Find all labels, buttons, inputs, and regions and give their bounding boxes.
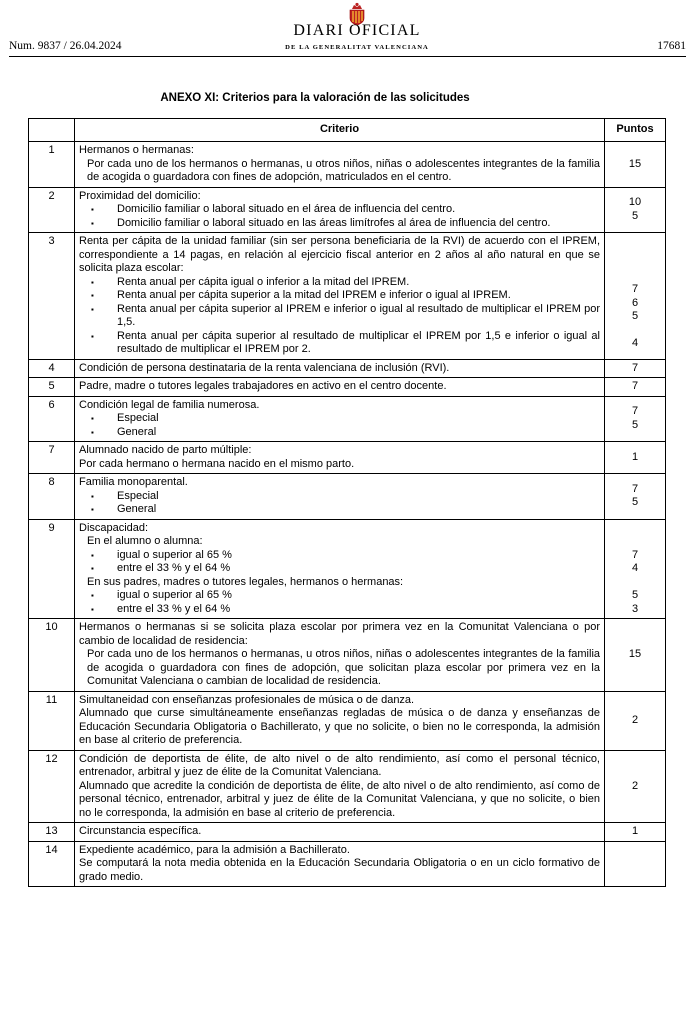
bullet-text: Domicilio familiar o laboral situado en las áreas limítrofes al área de influencia del centro.: [117, 216, 551, 229]
header-number-cell: [29, 119, 75, 142]
bullet-text: Domicilio familiar o laboral situado en el área de influencia del centro.: [117, 203, 456, 215]
puntos-cell: [605, 359, 666, 378]
puntos-value: 3: [631, 602, 639, 615]
puntos-cell: [605, 233, 666, 360]
row-number: 2: [29, 187, 75, 233]
row-number: 5: [29, 378, 75, 397]
journal-logo: [272, 0, 442, 56]
bullet-text: Renta anual per cápita superior al resultado de multiplicar el IPREM por 1,5 e inferior o igual al resultado de multiplicar el IPREM por 2.: [117, 329, 600, 355]
bullet-square-icon: ▪: [91, 564, 94, 573]
puntos-value: 7: [631, 405, 639, 418]
criterio-bullet: [79, 603, 600, 617]
criterio-bullet: [79, 412, 600, 426]
row-number: 1: [29, 142, 75, 188]
criterio-bullet: [79, 276, 600, 290]
criterio-text: Por cada hermano o hermana nacido en el mismo parto.: [79, 457, 355, 470]
bullet-square-icon: ▪: [91, 591, 94, 600]
criterio-bullet: [79, 330, 600, 357]
puntos-cell: [605, 187, 666, 233]
criterio-cell: [75, 378, 605, 397]
puntos-value: 7: [631, 482, 639, 495]
bullet-text: Renta anual per cápita igual o inferior a la mitad del IPREM.: [117, 275, 410, 288]
bullet-square-icon: ▪: [91, 331, 94, 341]
criterio-cell: [75, 474, 605, 520]
criterio-text: Proximidad del domicilio:: [79, 189, 201, 202]
criterio-bullet: [79, 426, 600, 440]
puntos-cell: [605, 750, 666, 823]
bullet-square-icon: ▪: [91, 491, 94, 501]
bullet-square-icon: ▪: [91, 427, 94, 437]
bullet-square-icon: ▪: [91, 218, 94, 228]
puntos-value: 1: [631, 450, 639, 463]
puntos-cell: [605, 142, 666, 188]
header-divider: [9, 56, 686, 57]
row-number: 8: [29, 474, 75, 520]
row-number: 13: [29, 823, 75, 842]
annex-title: ANEXO XI: Criterios para la valoración de las solicitudes: [160, 92, 470, 104]
table-row: [29, 823, 666, 842]
row-number: 7: [29, 442, 75, 474]
puntos-value: 10: [628, 196, 642, 209]
criterio-bullet: [79, 562, 600, 576]
puntos-value: 15: [628, 157, 642, 170]
table-row: [29, 519, 666, 619]
puntos-cell: [605, 691, 666, 750]
table-row: [29, 378, 666, 397]
criterio-bullet: [79, 589, 600, 603]
criterio-text: Condición legal de familia numerosa.: [79, 398, 260, 411]
puntos-value: 7: [631, 283, 639, 296]
criterio-bullet: [79, 289, 600, 303]
criterio-text: Condición de deportista de élite, de alto nivel o de alto rendimiento, así como el personal técnico, entrenador, arbitral y juez de élite de la Comunitat Valenciana.: [79, 752, 600, 778]
table-row: [29, 396, 666, 442]
table-row: [29, 691, 666, 750]
criterio-text: Padre, madre o tutores legales trabajadores en activo en el centro docente.: [79, 380, 447, 392]
table-row: [29, 442, 666, 474]
bullet-text: Especial: [117, 412, 159, 424]
criterio-text: Por cada uno de los hermanos o hermanas, u otros niños, niñas o adolescentes integrantes de la familia de acogida o guardadora con fines de adopción, matriculados en el centro.: [87, 157, 600, 183]
puntos-value: 2: [631, 779, 639, 792]
puntos-cell: [605, 823, 666, 842]
bullet-text: igual o superior al 65 %: [117, 589, 232, 601]
bullet-text: Especial: [117, 489, 159, 502]
criterio-text: Circunstancia específica.: [79, 825, 202, 837]
bullet-text: entre el 33 % y el 64 %: [117, 562, 231, 574]
puntos-cell: [605, 474, 666, 520]
puntos-cell: [605, 841, 666, 887]
criterio-text: Alumnado que curse simultáneamente enseñanzas regladas de música o de danza y enseñanzas de Educación Secundaria Obligatoria o Bachillerato, y que no solicite, o bien no le corresponda, la admisión en base al criterio de preferencia.: [79, 707, 600, 746]
bullet-square-icon: ▪: [91, 277, 94, 287]
criterio-text: Hermanos o hermanas si se solicita plaza escolar por primera vez en la Comunitat Valenciana o por cambio de localidad de residencia:: [79, 621, 600, 647]
criterio-cell: [75, 233, 605, 360]
criterio-text: Hermanos o hermanas:: [79, 144, 194, 156]
row-number: 3: [29, 233, 75, 360]
criterio-bullet: [79, 217, 600, 231]
puntos-value: 4: [631, 562, 639, 574]
bullet-square-icon: ▪: [91, 414, 94, 423]
puntos-cell: [605, 378, 666, 397]
bullet-text: Renta anual per cápita superior al IPREM e inferior o igual al resultado de multiplicar el IPREM por 1,5.: [117, 302, 600, 328]
criteria-table: [28, 118, 666, 887]
header-puntos: Puntos: [605, 119, 666, 142]
puntos-value: 15: [628, 648, 642, 660]
bullet-square-icon: ▪: [91, 604, 94, 614]
criterio-cell: [75, 519, 605, 619]
puntos-value: 5: [631, 496, 639, 509]
table-row: [29, 841, 666, 887]
puntos-cell: [605, 619, 666, 692]
row-number: 9: [29, 519, 75, 619]
bullet-square-icon: ▪: [91, 550, 94, 560]
bullet-square-icon: ▪: [91, 304, 94, 314]
criterio-sublabel: En sus padres, madres o tutores legales, hermanos o hermanas:: [87, 575, 404, 588]
page-number: 17681: [657, 40, 686, 52]
row-number: 6: [29, 396, 75, 442]
puntos-value: 4: [631, 337, 639, 350]
criterio-bullet: [79, 203, 600, 217]
criterio-text: Renta per cápita de la unidad familiar (sin ser persona beneficiaria de la RVI) de acuerdo con el IPREM, correspondiente a 14 pagas, en relación al ejercicio fiscal anterior en 2 años al año natural en que se solicita plaza escolar:: [79, 235, 600, 274]
puntos-value: 2: [631, 713, 639, 726]
bullet-text: General: [117, 503, 157, 515]
criterio-text: Discapacidad:: [79, 521, 149, 534]
puntos-cell: [605, 519, 666, 619]
header-criterio: Criterio: [75, 119, 605, 142]
criterio-text: Alumnado nacido de parto múltiple:: [79, 444, 252, 456]
criterio-bullet: [79, 490, 600, 504]
criterio-text: Por cada uno de los hermanos o hermanas, u otros niños, niñas o adolescentes integrantes de la familia de acogida o guardadora con fines de adopción, que solicitan plaza escolar por primera vez en la Comunitat Valenciana o cambian de localidad de residencia.: [87, 648, 600, 687]
criterio-bullet: [79, 549, 600, 563]
criterio-cell: [75, 142, 605, 188]
criterio-text: Alumnado que acredite la condición de deportista de élite, de alto nivel o de alto rendimiento, así como de personal técnico, entrenador, arbitral y juez de élite de la Comunitat Valenciana, y que no solicite, o bien no le corresponda, la admisión en base al criterio de preferencia.: [79, 779, 600, 819]
bullet-text: entre el 33 % y el 64 %: [117, 602, 231, 615]
criterio-sublabel: En el alumno o alumna:: [87, 535, 203, 547]
criterio-cell: [75, 750, 605, 823]
puntos-value: 7: [631, 380, 639, 392]
table-row: [29, 474, 666, 520]
table-header-row: [29, 119, 666, 142]
puntos-value: 5: [631, 209, 639, 222]
criterio-cell: [75, 396, 605, 442]
issue-number-date: Num. 9837 / 26.04.2024: [9, 40, 122, 52]
bullet-square-icon: ▪: [91, 291, 94, 300]
criterio-text: Condición de persona destinataria de la renta valenciana de inclusión (RVI).: [79, 361, 450, 374]
table-row: [29, 750, 666, 823]
puntos-cell: [605, 442, 666, 474]
bullet-text: Renta anual per cápita superior a la mitad del IPREM e inferior o igual al IPREM.: [117, 289, 511, 301]
row-number: 14: [29, 841, 75, 887]
criterio-cell: [75, 187, 605, 233]
criterio-cell: [75, 359, 605, 378]
table-row: [29, 142, 666, 188]
puntos-value: 6: [631, 296, 639, 309]
row-number: 10: [29, 619, 75, 692]
criterio-cell: [75, 619, 605, 692]
bullet-text: General: [117, 425, 157, 438]
puntos-cell: [605, 396, 666, 442]
row-number: 11: [29, 691, 75, 750]
bullet-square-icon: ▪: [91, 505, 94, 514]
criterio-cell: [75, 442, 605, 474]
criterio-cell: [75, 691, 605, 750]
bullet-square-icon: ▪: [91, 205, 94, 214]
criterio-text: Expediente académico, para la admisión a Bachillerato.: [79, 843, 350, 856]
criterio-text: Simultaneidad con enseñanzas profesionales de música o de danza.: [79, 693, 415, 706]
criterio-cell: [75, 823, 605, 842]
journal-title: DIARI OFICIAL: [293, 22, 421, 39]
table-row: [29, 619, 666, 692]
table-row: [29, 187, 666, 233]
row-number: 4: [29, 359, 75, 378]
puntos-value: 5: [631, 310, 639, 323]
table-row: [29, 359, 666, 378]
table-row: [29, 233, 666, 360]
criterio-bullet: [79, 303, 600, 330]
puntos-value: 1: [631, 825, 639, 837]
row-number: 12: [29, 750, 75, 823]
puntos-value: 7: [631, 548, 639, 561]
journal-subtitle: DE LA GENERALITAT VALENCIANA: [285, 44, 429, 51]
criterio-cell: [75, 841, 605, 887]
puntos-value: 5: [631, 589, 639, 601]
puntos-value: 5: [631, 418, 639, 431]
puntos-value: 7: [631, 361, 639, 374]
criterio-text: Se computará la nota media obtenida en la Educación Secundaria Obligatoria o en un ciclo formativo de grado medio.: [79, 857, 600, 883]
bullet-text: igual o superior al 65 %: [117, 548, 232, 561]
criterio-bullet: [79, 503, 600, 517]
criterio-text: Familia monoparental.: [79, 476, 188, 488]
